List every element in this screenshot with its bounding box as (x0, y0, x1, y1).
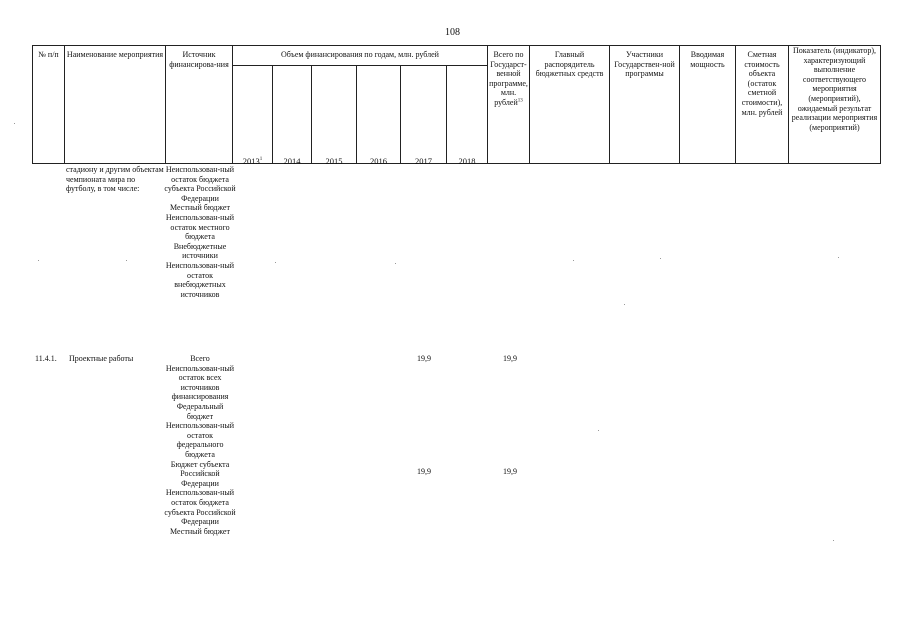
col-participants-header: Участники Государствен-ной программы (614, 50, 675, 79)
col-name-header: Наименование мероприятия (66, 50, 164, 59)
year-2015: 2015 (325, 156, 343, 166)
value-total-total: 19,9 (503, 354, 517, 363)
col-indicator-header: Показатель (индикатор), характеризующий выполнение соответствующего мероприятия (мероприятий), ожидаемый результат реализации мероприятия (мероприятий) (791, 46, 878, 132)
continued-sources (164, 165, 236, 299)
value-2017-total: 19,9 (417, 354, 431, 363)
funding-subheader-line (232, 65, 487, 66)
year-2018: 2018 (458, 156, 476, 166)
source-cell: Неиспользован-ный остаток внебюджетных источников (165, 260, 235, 299)
col-cost-header: Сметная стоимость объекта (остаток сметной стоимости), млн. рублей (741, 50, 783, 117)
year-2013: 2013$^1$ (242, 156, 263, 166)
source-cell: Неиспользован-ный остаток всех источников финансирования (165, 363, 235, 402)
col-capacity-header: Вводимая мощность (690, 50, 725, 69)
source-cell: Неиспользован-ный остаток местного бюджета (165, 212, 235, 242)
item-name: Проектные работы (69, 354, 134, 363)
source-cell: Местный бюджет (170, 203, 230, 213)
source-cell: Всего (190, 354, 210, 363)
col-source-header: Источник финансирова-ния (169, 50, 229, 69)
year-2017: 2017 (415, 156, 432, 166)
source-cell: Бюджет субъекта Российской Федерации (170, 459, 230, 488)
col-number-header: № п/п (38, 50, 59, 59)
source-cell: Внебюджетные источники (173, 241, 227, 261)
item-number: 11.4.1. (35, 354, 57, 363)
page-number: 108 (445, 27, 460, 38)
table-header (32, 45, 881, 164)
source-cell: Местный бюджет (170, 526, 230, 536)
col-manager-header: Главный распорядитель бюджетных средств (535, 50, 604, 79)
header-top-border (32, 45, 881, 46)
value-total-subject: 19,9 (503, 467, 517, 476)
value-2017-subject: 19,9 (417, 467, 431, 476)
col-total-header: Всего по Государст-венной программе, млн. рублей$^{13}$ (489, 50, 528, 107)
continued-name: стадиону и другим объектам чемпионата мира по футболу, в том числе: (66, 165, 164, 194)
source-cell: Неиспользован-ный остаток бюджета субъекта Российской Федерации (164, 488, 236, 527)
source-cell: Федеральный бюджет (176, 401, 224, 421)
source-cell: Неиспользован-ный остаток федерального бюджета (165, 421, 235, 459)
year-2014: 2014 (283, 156, 301, 166)
col-funding-header: Объем финансирования по годам, млн. рублей (281, 50, 439, 59)
source-cell: Неиспользован-ный остаток бюджета субъекта Российской Федерации (164, 165, 236, 203)
year-2016: 2016 (370, 156, 387, 166)
item-sources (164, 354, 236, 536)
